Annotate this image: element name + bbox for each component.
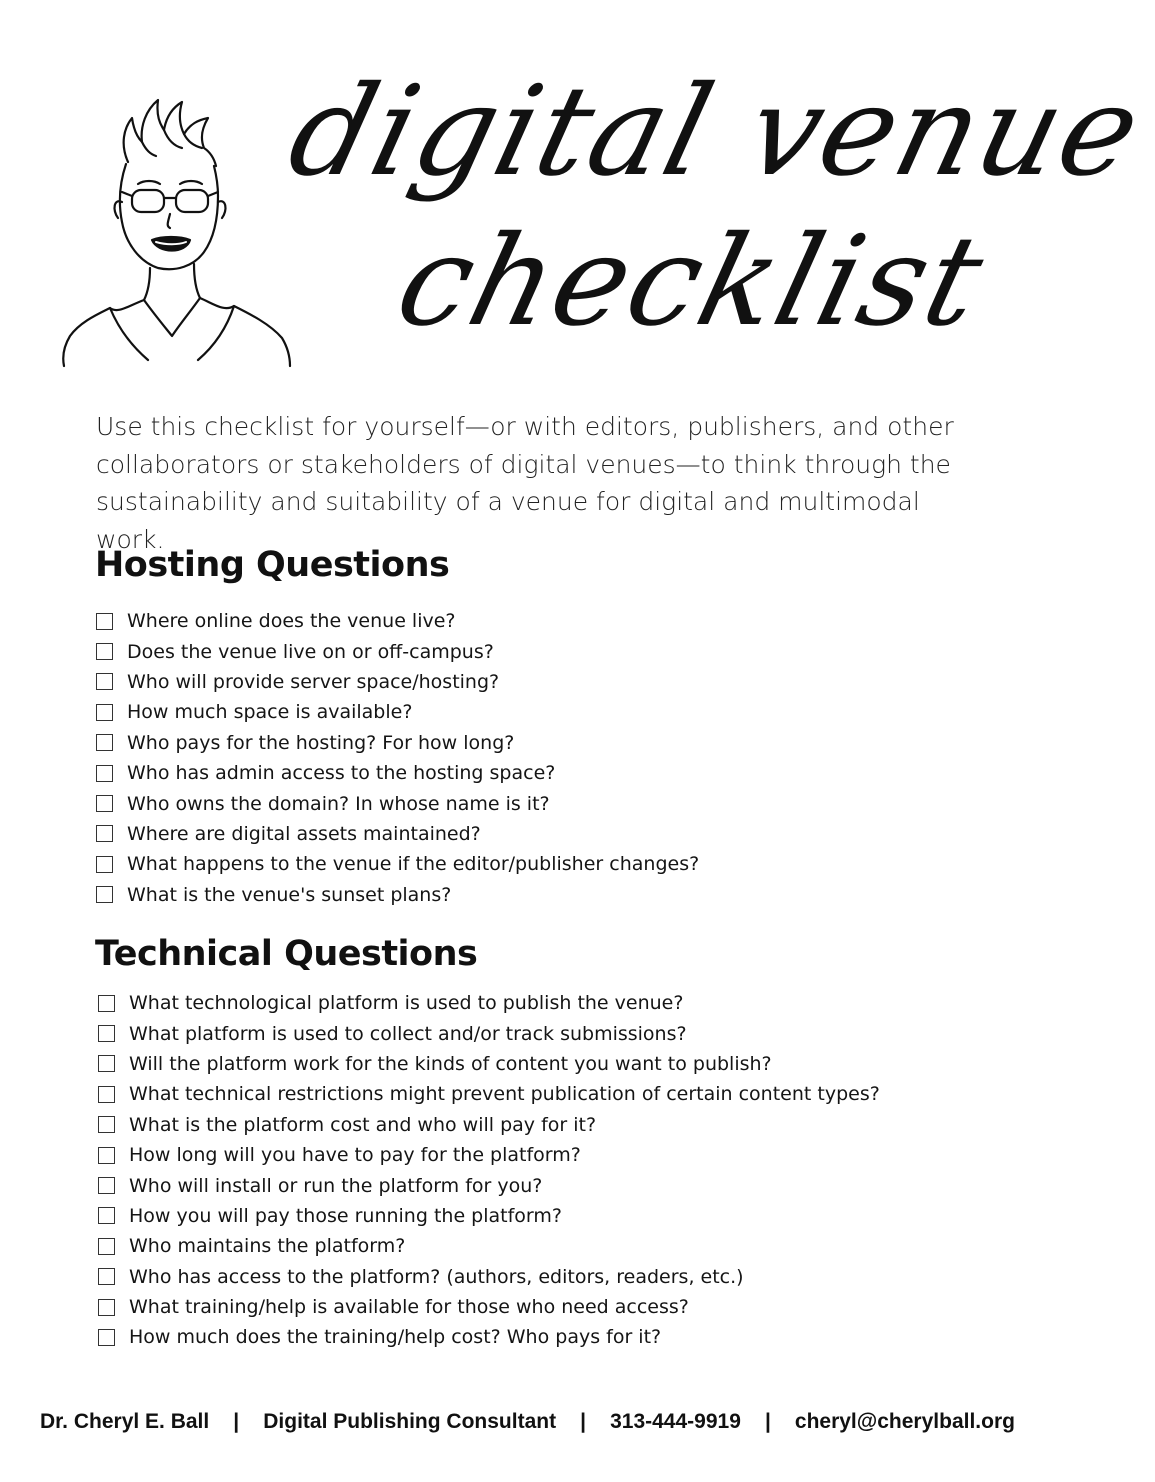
- list-item: [98, 988, 880, 1018]
- list-item: [98, 1170, 880, 1200]
- item-label: What happens to the venue if the editor/publisher changes?: [127, 853, 700, 876]
- item-label: How long will you have to pay for the platform?: [129, 1144, 581, 1167]
- checkbox[interactable]: [98, 1055, 115, 1072]
- list-item: [98, 1018, 880, 1048]
- checkbox[interactable]: [96, 613, 113, 630]
- item-label: Who owns the domain? In whose name is it?: [127, 792, 550, 815]
- item-label: What technical restrictions might prevent publication of certain content types?: [129, 1083, 880, 1106]
- item-label: Who pays for the hosting? For how long?: [127, 731, 515, 754]
- footer-separator: |: [764, 1410, 771, 1433]
- title-line-1: digital venue: [276, 60, 1155, 204]
- list-item: [96, 788, 699, 818]
- checkbox[interactable]: [96, 643, 113, 660]
- checkbox[interactable]: [96, 765, 113, 782]
- item-label: Who will provide server space/hosting?: [127, 670, 500, 693]
- intro-paragraph: Use this checklist for yourself—or with editors, publishers, and other collaborators or stakeholders of digital venues—to think through the sustainability and suitability of a venue for digital and multimodal work.: [96, 412, 954, 554]
- item-label: How you will pay those running the platform?: [129, 1204, 562, 1227]
- technical-heading: Technical Questions: [95, 934, 478, 974]
- item-label: Will the platform work for the kinds of content you want to publish?: [129, 1052, 772, 1075]
- list-item: [98, 1231, 880, 1261]
- list-item: [96, 758, 699, 788]
- footer-role: Digital Publishing Consultant: [263, 1410, 557, 1433]
- technical-checklist: [98, 988, 880, 1353]
- list-item: [96, 728, 699, 758]
- checkbox[interactable]: [96, 734, 113, 751]
- list-item: [98, 1079, 880, 1109]
- checkbox[interactable]: [96, 825, 113, 842]
- checkbox[interactable]: [98, 1025, 115, 1042]
- list-item: [96, 667, 699, 697]
- checkbox[interactable]: [98, 1238, 115, 1255]
- list-item: [98, 1049, 880, 1079]
- item-label: Who maintains the platform?: [129, 1235, 406, 1258]
- checkbox[interactable]: [98, 1086, 115, 1103]
- footer-phone[interactable]: 313-444-9919: [610, 1410, 741, 1433]
- checkbox[interactable]: [98, 995, 115, 1012]
- list-item: [98, 1262, 880, 1292]
- item-label: Where are digital assets maintained?: [127, 822, 481, 845]
- checkbox[interactable]: [98, 1177, 115, 1194]
- item-label: Does the venue live on or off-campus?: [127, 640, 494, 663]
- footer: [40, 1410, 1015, 1434]
- item-label: What training/help is available for those who need access?: [129, 1296, 689, 1319]
- list-item: [98, 1201, 880, 1231]
- list-item: [98, 1140, 880, 1170]
- hosting-checklist: [96, 606, 699, 910]
- item-label: How much does the training/help cost? Who pays for it?: [129, 1326, 662, 1349]
- checkbox[interactable]: [98, 1207, 115, 1224]
- item-label: What technological platform is used to publish the venue?: [129, 992, 684, 1015]
- item-label: What platform is used to collect and/or track submissions?: [129, 1022, 687, 1045]
- checkbox[interactable]: [96, 704, 113, 721]
- checkbox[interactable]: [98, 1147, 115, 1164]
- checkbox[interactable]: [98, 1329, 115, 1346]
- portrait-illustration-icon: [58, 92, 298, 368]
- footer-email[interactable]: cheryl@cherylball.org: [794, 1410, 1015, 1433]
- item-label: What is the venue's sunset plans?: [127, 883, 452, 906]
- checkbox[interactable]: [98, 1116, 115, 1133]
- list-item: [96, 819, 699, 849]
- hosting-heading: Hosting Questions: [95, 545, 450, 585]
- checkbox[interactable]: [98, 1299, 115, 1316]
- footer-separator: |: [580, 1410, 587, 1433]
- footer-name: Dr. Cheryl E. Ball: [40, 1410, 210, 1433]
- item-label: Where online does the venue live?: [127, 610, 456, 633]
- list-item: [96, 636, 699, 666]
- list-item: [96, 880, 699, 910]
- list-item: [96, 697, 699, 727]
- list-item: [98, 1110, 880, 1140]
- checkbox[interactable]: [96, 886, 113, 903]
- title-line-2: checklist: [384, 210, 999, 354]
- item-label: What is the platform cost and who will pay for it?: [129, 1113, 597, 1136]
- item-label: Who has access to the platform? (authors, editors, readers, etc.): [129, 1265, 744, 1288]
- list-item: [98, 1322, 880, 1352]
- item-label: Who will install or run the platform for you?: [129, 1174, 543, 1197]
- list-item: [98, 1292, 880, 1322]
- checkbox[interactable]: [96, 795, 113, 812]
- checkbox[interactable]: [98, 1268, 115, 1285]
- item-label: Who has admin access to the hosting space?: [127, 762, 556, 785]
- list-item: [96, 606, 699, 636]
- list-item: [96, 849, 699, 879]
- footer-separator: |: [233, 1410, 240, 1433]
- checkbox[interactable]: [96, 673, 113, 690]
- checkbox[interactable]: [96, 856, 113, 873]
- item-label: How much space is available?: [127, 701, 413, 724]
